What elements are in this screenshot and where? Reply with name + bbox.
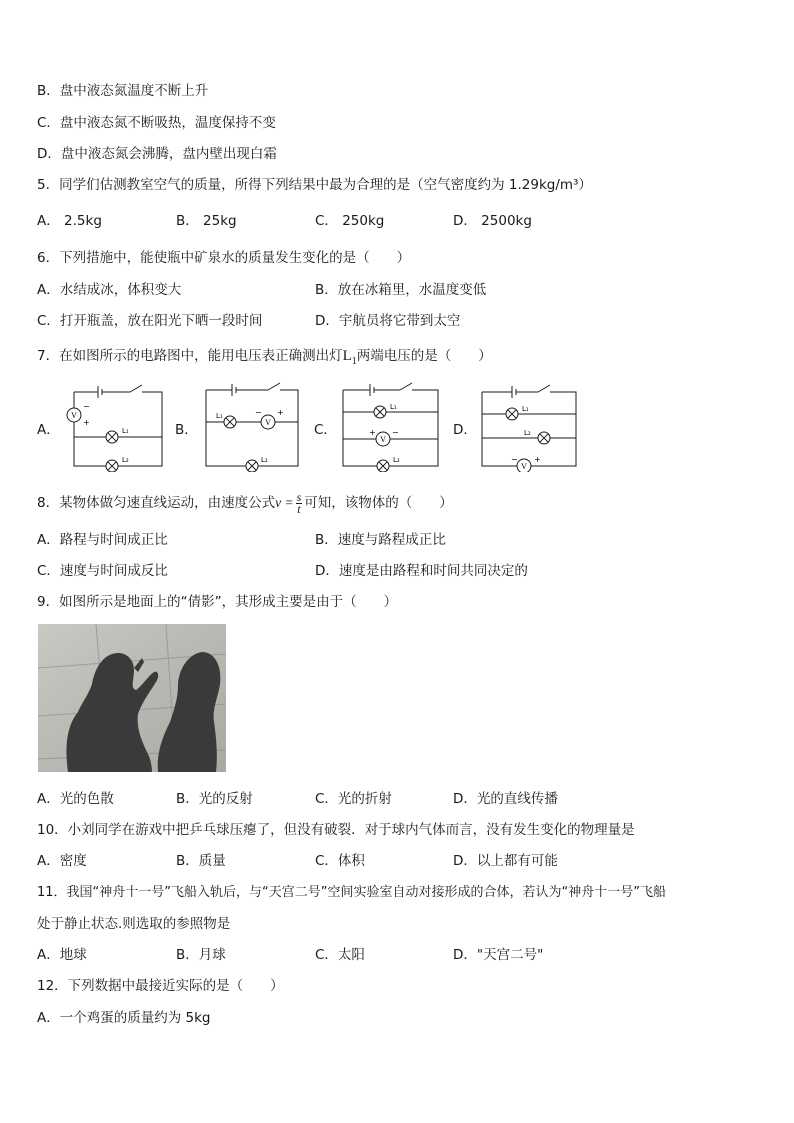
q6-option-d: D．宇航员将它带到太空: [315, 313, 461, 329]
voltmeter-c-minus: −: [392, 428, 399, 437]
shadow-photo: [38, 624, 226, 772]
q9-option-b: B．光的反射: [176, 791, 253, 807]
q10-option-a: A．密度: [37, 853, 87, 869]
q7-option-a: A．: [37, 422, 60, 438]
lamp-l2-a: [106, 460, 118, 472]
q8-stem: [37, 490, 453, 516]
voltmeter-d-minus: −: [511, 455, 518, 464]
voltmeter-b-plus: +: [277, 408, 284, 417]
q5-option-b: B． 25kg: [176, 213, 237, 229]
q8-formula-v: v =: [275, 495, 294, 510]
q10-stem: 10．小刘同学在游戏中把乒乓球压瘪了，但没有破裂．对于球内气体而言，没有发生变化的物理量是: [37, 822, 635, 838]
lamp-l2-c-label: L₂: [393, 456, 400, 464]
q7-lamp-sub: 1: [351, 356, 357, 367]
q8-option-d: D．速度是由路程和时间共同决定的: [315, 563, 528, 579]
lamp-l1-b: [224, 416, 236, 428]
lamp-l1-a-label: L₁: [122, 427, 129, 435]
q11-option-d: D．"天宫二号": [453, 947, 544, 963]
circuit-c: [336, 382, 446, 472]
voltmeter-b-label: V: [265, 418, 271, 427]
q11-option-c: C．太阳: [315, 947, 365, 963]
voltmeter-d-plus: +: [534, 455, 541, 464]
q8-formula-denominator: t: [297, 501, 301, 516]
voltmeter-a: [67, 408, 81, 422]
q8-option-b: B．速度与路程成正比: [315, 532, 446, 548]
lamp-l1-c-label: L₁: [390, 403, 397, 411]
lamp-l2-c: [377, 460, 389, 472]
lamp-l2-d-label: L₂: [524, 429, 531, 437]
q5-option-a: A． 2.5kg: [37, 213, 102, 229]
voltmeter-d-label: V: [521, 462, 527, 471]
voltmeter-a-label: V: [71, 411, 77, 420]
lamp-l1-c: [374, 406, 386, 418]
q10-option-b: B．质量: [176, 853, 226, 869]
voltmeter-c: [376, 432, 390, 446]
q6-option-b: B．放在冰箱里，水温度变低: [315, 282, 487, 298]
q4-option-b: B．盘中液态氮温度不断上升: [37, 83, 209, 99]
lamp-l2-d: [538, 432, 550, 444]
circuit-b: [198, 382, 308, 472]
q9-option-d: D．光的直线传播: [453, 791, 558, 807]
circuit-d: [474, 382, 584, 472]
q9-option-a: A．光的色散: [37, 791, 114, 807]
q5-stem: 5．同学们估测教室空气的质量，所得下列结果中最为合理的是（空气密度约为 1.29kg/m³）: [37, 177, 592, 193]
lamp-l1-b-label: L₁: [216, 412, 223, 420]
q8-option-c: C．速度与时间成反比: [37, 563, 168, 579]
q11-stem-line1: 11．我国“神舟十一号”飞船入轨后，与“天宫二号”空间实验室自动对接形成的合体，若认为“神舟十一号”飞船: [37, 885, 666, 900]
q7-stem-post: 两端电压的是（ ）: [356, 348, 492, 364]
q7-stem-pre: 7．在如图所示的电路图中，能用电压表正确测出灯: [37, 348, 343, 364]
q9-option-c: C．光的折射: [315, 791, 392, 807]
voltmeter-d: [517, 459, 531, 472]
q8-stem-post: 可知，该物体的（ ）: [304, 495, 453, 511]
q6-stem: 6．下列措施中，能使瓶中矿泉水的质量发生变化的是（ ）: [37, 250, 411, 266]
lamp-l1-d-label: L₁: [522, 405, 529, 413]
q11-option-a: A．地球: [37, 947, 87, 963]
q8-formula-numerator: s: [296, 489, 302, 504]
voltmeter-a-plus: +: [83, 418, 90, 427]
q11-option-b: B．月球: [176, 947, 226, 963]
q11-stem-line2: 处于静止状态.则选取的参照物是: [37, 916, 231, 932]
q7-option-b: B．: [175, 422, 198, 438]
voltmeter-b-minus: −: [255, 408, 262, 417]
q7-lamp-letter: L: [342, 348, 352, 364]
q7-option-c: C．: [314, 422, 337, 438]
q4-option-c: C．盘中液态氮不断吸热，温度保持不变: [37, 115, 276, 131]
q5-option-c: C． 250kg: [315, 213, 385, 229]
q5-option-d: D． 2500kg: [453, 213, 532, 229]
q6-option-a: A．水结成冰，体积变大: [37, 282, 182, 298]
lamp-l2-b-label: L₂: [261, 456, 268, 464]
q7-option-d: D．: [453, 422, 477, 438]
q4-option-d: D．盘中液态氮会沸腾，盘内壁出现白霜: [37, 146, 277, 162]
q7-stem: [37, 347, 492, 371]
q7-lamp-label: [342, 348, 357, 367]
voltmeter-a-minus: −: [83, 402, 90, 411]
q10-option-c: C．体积: [315, 853, 365, 869]
voltmeter-c-plus: +: [369, 428, 376, 437]
q12-option-a: A．一个鸡蛋的质量约为 5kg: [37, 1010, 211, 1026]
lamp-l1-d: [506, 408, 518, 420]
q8-option-a: A．路程与时间成正比: [37, 532, 168, 548]
q8-formula-fraction: [296, 489, 303, 516]
lamp-l2-a-label: L₂: [122, 456, 129, 464]
q8-stem-pre: 8．某物体做匀速直线运动，由速度公式: [37, 495, 276, 511]
voltmeter-b: [261, 415, 275, 429]
voltmeter-c-label: V: [380, 435, 386, 444]
q9-stem: 9．如图所示是地面上的“倩影”，其形成主要是由于（ ）: [37, 594, 398, 610]
q6-option-c: C．打开瓶盖，放在阳光下晒一段时间: [37, 313, 263, 329]
lamp-l2-b: [246, 460, 258, 472]
circuit-a: [62, 382, 172, 472]
q10-option-d: D．以上都有可能: [453, 853, 558, 869]
lamp-l1-a: [106, 431, 118, 443]
q12-stem: 12．下列数据中最接近实际的是（ ）: [37, 978, 284, 994]
